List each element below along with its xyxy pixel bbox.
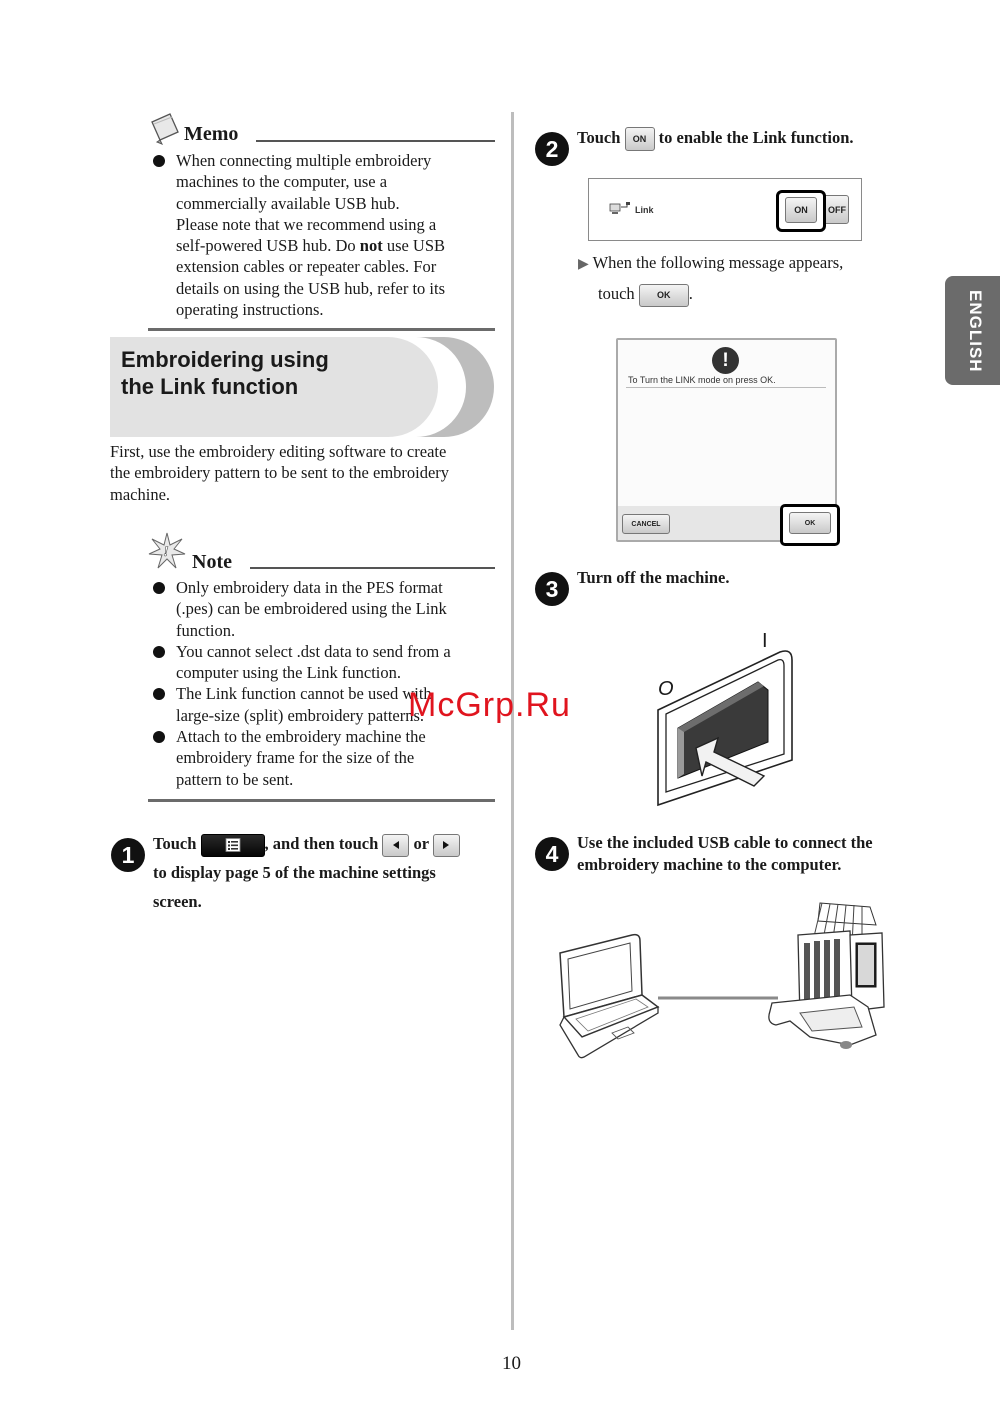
note-bottom-rule (148, 799, 495, 802)
step-1-text: Touch , and then touch or to display page 5 of the machine settings screen. (153, 829, 498, 916)
arrow-right-icon (441, 840, 451, 850)
note-item: The Link function cannot be used with large-size (split) embroidery patterns. (148, 683, 495, 726)
link-label: Link (635, 205, 654, 215)
link-icon (609, 201, 633, 217)
embroidery-machine-icon (769, 903, 884, 1049)
note-item: You cannot select .dst data to send from a computer using the Link function. (148, 641, 495, 684)
note-list (148, 577, 495, 790)
note-item: Only embroidery data in the PES format (.pes) can be embroidered using the Link function. (148, 577, 495, 641)
power-switch-illustration (640, 630, 810, 810)
ok-button-inline[interactable]: OK (639, 284, 689, 307)
memo-bottom-rule (148, 328, 495, 331)
watermark: McGrp.Ru (408, 686, 571, 724)
on-button[interactable]: ON (625, 127, 655, 151)
settings-button[interactable] (201, 834, 265, 857)
memo-item: When connecting multiple embroidery machines to the computer, use a commercially available USB hub. Please note that we recommend using a self-powered USB hub. Do not use USB extension cables or repeater cables. For details on using the USB hub, refer to its operating instructions. (148, 150, 495, 320)
link-off-button[interactable]: OFF (817, 195, 849, 224)
dialog-message: To Turn the LINK mode on press OK. (628, 375, 776, 385)
switch-on-mark: I (762, 630, 768, 652)
settings-icon (225, 838, 241, 852)
pointer-triangle-icon: ▶ (578, 257, 589, 272)
note-box (148, 532, 495, 804)
dialog-alert-icon: ! (712, 347, 739, 374)
next-page-button[interactable] (433, 834, 460, 857)
section-title: Embroidering using the Link function (121, 347, 329, 399)
note-title: Note (192, 551, 232, 573)
svg-text:!: ! (163, 544, 169, 560)
section-intro: First, use the embroidery editing software to create the embroidery pattern to be sent to the embroidery machine. (110, 442, 450, 504)
step-4-number: 4 (535, 837, 569, 871)
arrow-left-icon (391, 840, 401, 850)
note-item: Attach to the embroidery machine the embroidery frame for the size of the pattern to be sent. (148, 726, 495, 790)
note-title-rule (250, 567, 495, 569)
link-setting-screen (588, 178, 862, 241)
step-4-text: Use the included USB cable to connect the embroidery machine to the computer. (577, 833, 873, 874)
memo-title: Memo (184, 123, 239, 145)
page-number: 10 (502, 1353, 521, 1374)
step-3-text: Turn off the machine. (577, 568, 730, 587)
step-2-number: 2 (535, 132, 569, 166)
step-2-text: Touch ON to enable the Link function. (577, 123, 917, 152)
previous-page-button[interactable] (382, 834, 409, 857)
emphasis-not: not (359, 236, 383, 256)
step-1-number: 1 (111, 838, 145, 872)
language-tab-label: ENGLISH (966, 290, 985, 373)
laptop-icon (560, 935, 658, 1058)
dialog-cancel-button[interactable]: CANCEL (622, 514, 670, 534)
language-tab[interactable] (945, 276, 1000, 385)
memo-icon (148, 112, 182, 146)
step-2-followup: ▶ When the following message appears, touch OK . (578, 248, 908, 308)
dialog-message-rule (626, 387, 826, 388)
note-icon (148, 532, 186, 570)
link-on-button[interactable]: ON (785, 197, 817, 223)
switch-off-mark: O (658, 678, 674, 700)
usb-connection-illustration (550, 895, 900, 1070)
section-header (110, 337, 495, 437)
memo-list (148, 150, 495, 320)
dialog-ok-button[interactable]: OK (789, 512, 831, 534)
memo-box (148, 112, 495, 332)
power-switch-drawing (640, 630, 810, 810)
memo-title-rule (256, 140, 495, 142)
step-3-number: 3 (535, 572, 569, 606)
